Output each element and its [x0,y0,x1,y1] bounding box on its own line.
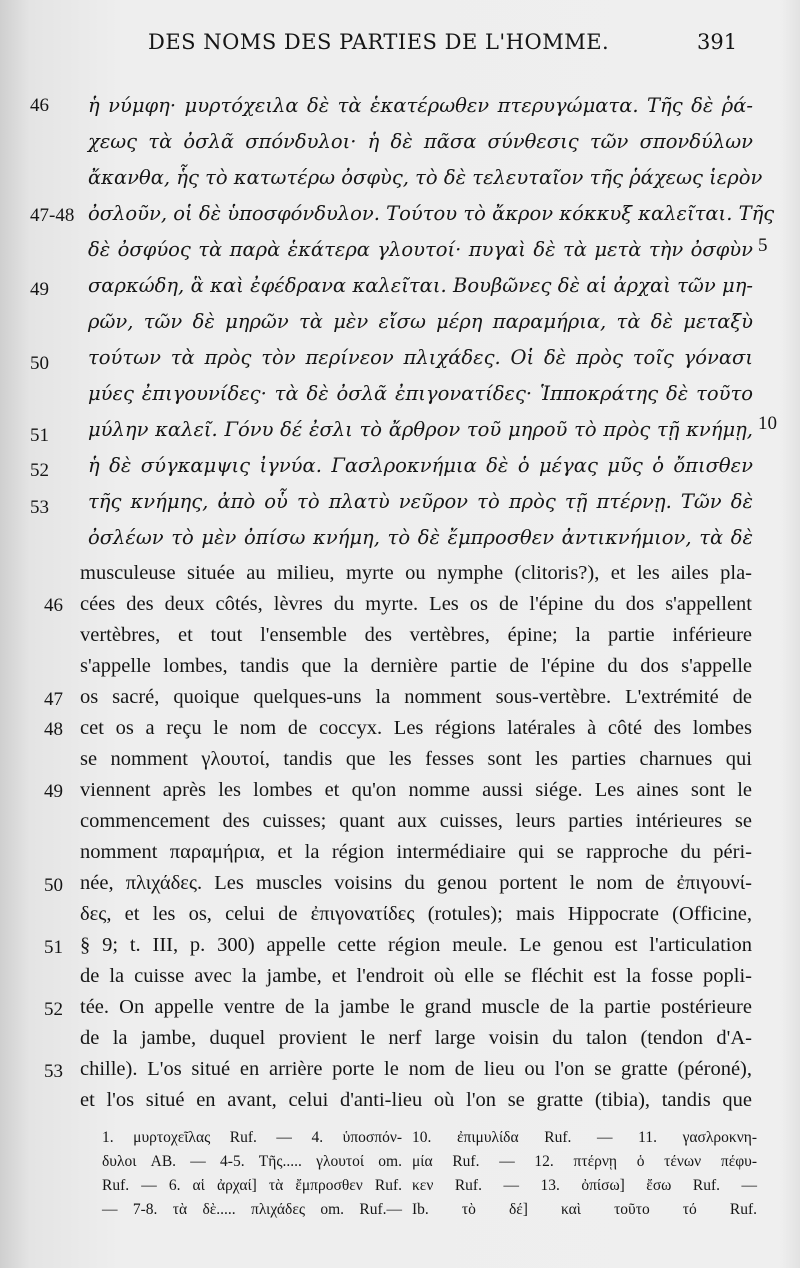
greek-text-line: ρῶν, τῶν δὲ μηρῶν τὰ μὲν εἴσω μέρη παραμήρια, τὰ δὲ μεταξὺ [88,310,753,333]
footnote-line: Ruf. — 6. αἱ ἀρχαί] τὰ ἔμπροσθεν Ruf. [102,1177,402,1194]
greek-text-line: ὀσλέων τὸ μὲν ὀπίσω κνήμη, τὸ δὲ ἔμπροσθεν ἀντικνήμιον, τὰ δὲ [88,526,753,549]
french-line-number: 51 [44,937,63,958]
footnote-line: Ib. τὸ δέ] καὶ τοῦτο τό Ruf. [412,1201,757,1218]
footnote-line: 10. ἐπιμυλίδα Ruf. — 11. γασλροκνη- [412,1129,757,1146]
greek-line-number: 49 [30,279,49,300]
french-text-line: chille). L'os situé en arrière porte le nom de lieu ou l'on se gratte (péroné), [80,1058,752,1080]
french-line-number: 52 [44,999,63,1020]
french-text-line: et l'os situé en avant, celui d'anti-lieu où l'on se gratte (tibia), tandis que [80,1089,752,1111]
french-text-line: commencement des cuisses; quant aux cuisses, leurs parties intérieures se [80,810,752,832]
greek-line-number: 52 [30,460,49,481]
french-text-line: § 9; t. III, p. 300) appelle cette région meule. Le genou est l'articulation [80,934,752,956]
french-text-line: viennent après les lombes et qu'on nomme aussi siége. Les aines sont le [80,779,752,801]
french-text-line: de la jambe, duquel provient le nerf large voisin du talon (tendon d'A- [80,1027,752,1049]
page-number: 391 [697,30,738,54]
greek-text-line: τούτων τὰ πρὸς τὸν περίνεον πλιχάδες. Οἱ δὲ πρὸς τοῖς γόνασι [88,346,753,369]
french-text-line: s'appelle lombes, tandis que la dernière partie de l'épine du dos s'appelle [80,655,752,677]
french-text-line: os sacré, quoique quelques-uns la nomment sous-vertèbre. L'extrémité de [80,686,752,708]
french-line-number: 53 [44,1061,63,1082]
greek-text-line: ἡ δὲ σύγκαμψις ἰγνύα. Γασλροκνήμια δὲ ὁ μέγας μῦς ὁ ὄπισθεν [88,454,753,477]
french-line-number: 50 [44,875,63,896]
greek-text-line: μύλην καλεῖ. Γόνυ δέ ἐσλι τὸ ἄρθρον τοῦ μηροῦ τὸ πρὸς τῇ κνήμῃ, [88,418,753,441]
greek-text-line: ὀσλοῦν, οἱ δὲ ὑποσφόνδυλον. Τούτου τὸ ἄκρον κόκκυξ καλεῖται. Τῆς [88,202,775,225]
greek-right-line-number: 5 [758,235,768,256]
french-line-number: 48 [44,719,63,740]
greek-text-line: ἄκανθα, ἧς τὸ κατωτέρω ὀσφὺς, τὸ δὲ τελευταῖον τῆς ῥάχεως ἱερὸν [88,166,763,189]
french-text-line: δες, et les os, celui de ἐπιγονατίδες (rotules); mais Hippocrate (Officine, [80,903,752,925]
greek-text-line: μύες ἐπιγουνίδες· τὰ δὲ ὀσλᾶ ἐπιγονατίδες· Ἱπποκράτης δὲ τοῦτο [88,382,753,405]
greek-line-number: 47-48 [30,205,75,226]
greek-line-number: 53 [30,497,49,518]
french-text-line: de la cuisse avec la jambe, et l'endroit où elle se fléchit est la fosse popli- [80,965,752,987]
greek-text-line: ἡ νύμφη· μυρτόχειλα δὲ τὰ ἑκατέρωθεν πτερυγώματα. Τῆς δὲ ῥά- [88,94,753,117]
footnote-line: κεν Ruf. — 13. ὀπίσω] ἔσω Ruf. — [412,1177,757,1194]
greek-text-line: δὲ ὀσφύος τὰ παρὰ ἑκάτερα γλουτοί· πυγαὶ δὲ τὰ μετὰ τὴν ὀσφὺν [88,238,753,261]
greek-text-line: σαρκώδη, ἃ καὶ ἐφέδρανα καλεῖται. Βουβῶνες δὲ αἱ ἀρχαὶ τῶν μη- [88,274,753,297]
french-text-line: se nomment γλουτοί, tandis que les fesses sont les parties charnues qui [80,748,752,770]
french-text-line: cées des deux côtés, lèvres du myrte. Les os de l'épine du dos s'appellent [80,593,752,615]
greek-line-number: 46 [30,95,49,116]
footnote-line: δυλοι AB. — 4-5. Τῆς..... γλουτοί om. [102,1153,402,1170]
greek-right-line-number: 10 [758,413,777,434]
greek-text-line: τῆς κνήμης, ἀπὸ οὗ τὸ πλατὺ νεῦρον τὸ πρὸς τῇ πτέρνῃ. Τῶν δὲ [88,490,753,513]
footnote-line: — 7-8. τὰ δὲ..... πλιχάδες om. Ruf.— [102,1201,402,1218]
french-text-line: nomment παραμήρια, et la région intermédiaire qui se rapproche du péri- [80,841,752,863]
french-text-line: musculeuse située au milieu, myrte ou nymphe (clitoris?), et les ailes pla- [80,562,752,584]
footnote-line: μία Ruf. — 12. πτέρνῃ ὁ τένων πέφυ- [412,1153,757,1170]
french-text-line: tée. On appelle ventre de la jambe le grand muscle de la partie postérieure [80,996,752,1018]
greek-line-number: 50 [30,353,49,374]
french-line-number: 47 [44,689,63,710]
greek-text-line: χεως τὰ ὀσλᾶ σπόνδυλοι· ἡ δὲ πᾶσα σύνθεσις τῶν σπονδύλων [88,130,753,153]
french-text-line: vertèbres, et tout l'ensemble des vertèbres, épine; la partie inférieure [80,624,752,646]
running-title: DES NOMS DES PARTIES DE L'HOMME. [148,30,610,54]
french-text-line: cet os a reçu le nom de coccyx. Les régions latérales à côté des lombes [80,717,752,739]
running-head [0,24,800,60]
greek-line-number: 51 [30,425,49,446]
footnote-line: 1. μυρτοχεῖλας Ruf. — 4. ὑποσπόν- [102,1129,402,1146]
french-line-number: 46 [44,595,63,616]
french-line-number: 49 [44,781,63,802]
french-text-line: née, πλιχάδες. Les muscles voisins du genou portent le nom de ἐπιγουνί- [80,872,752,894]
